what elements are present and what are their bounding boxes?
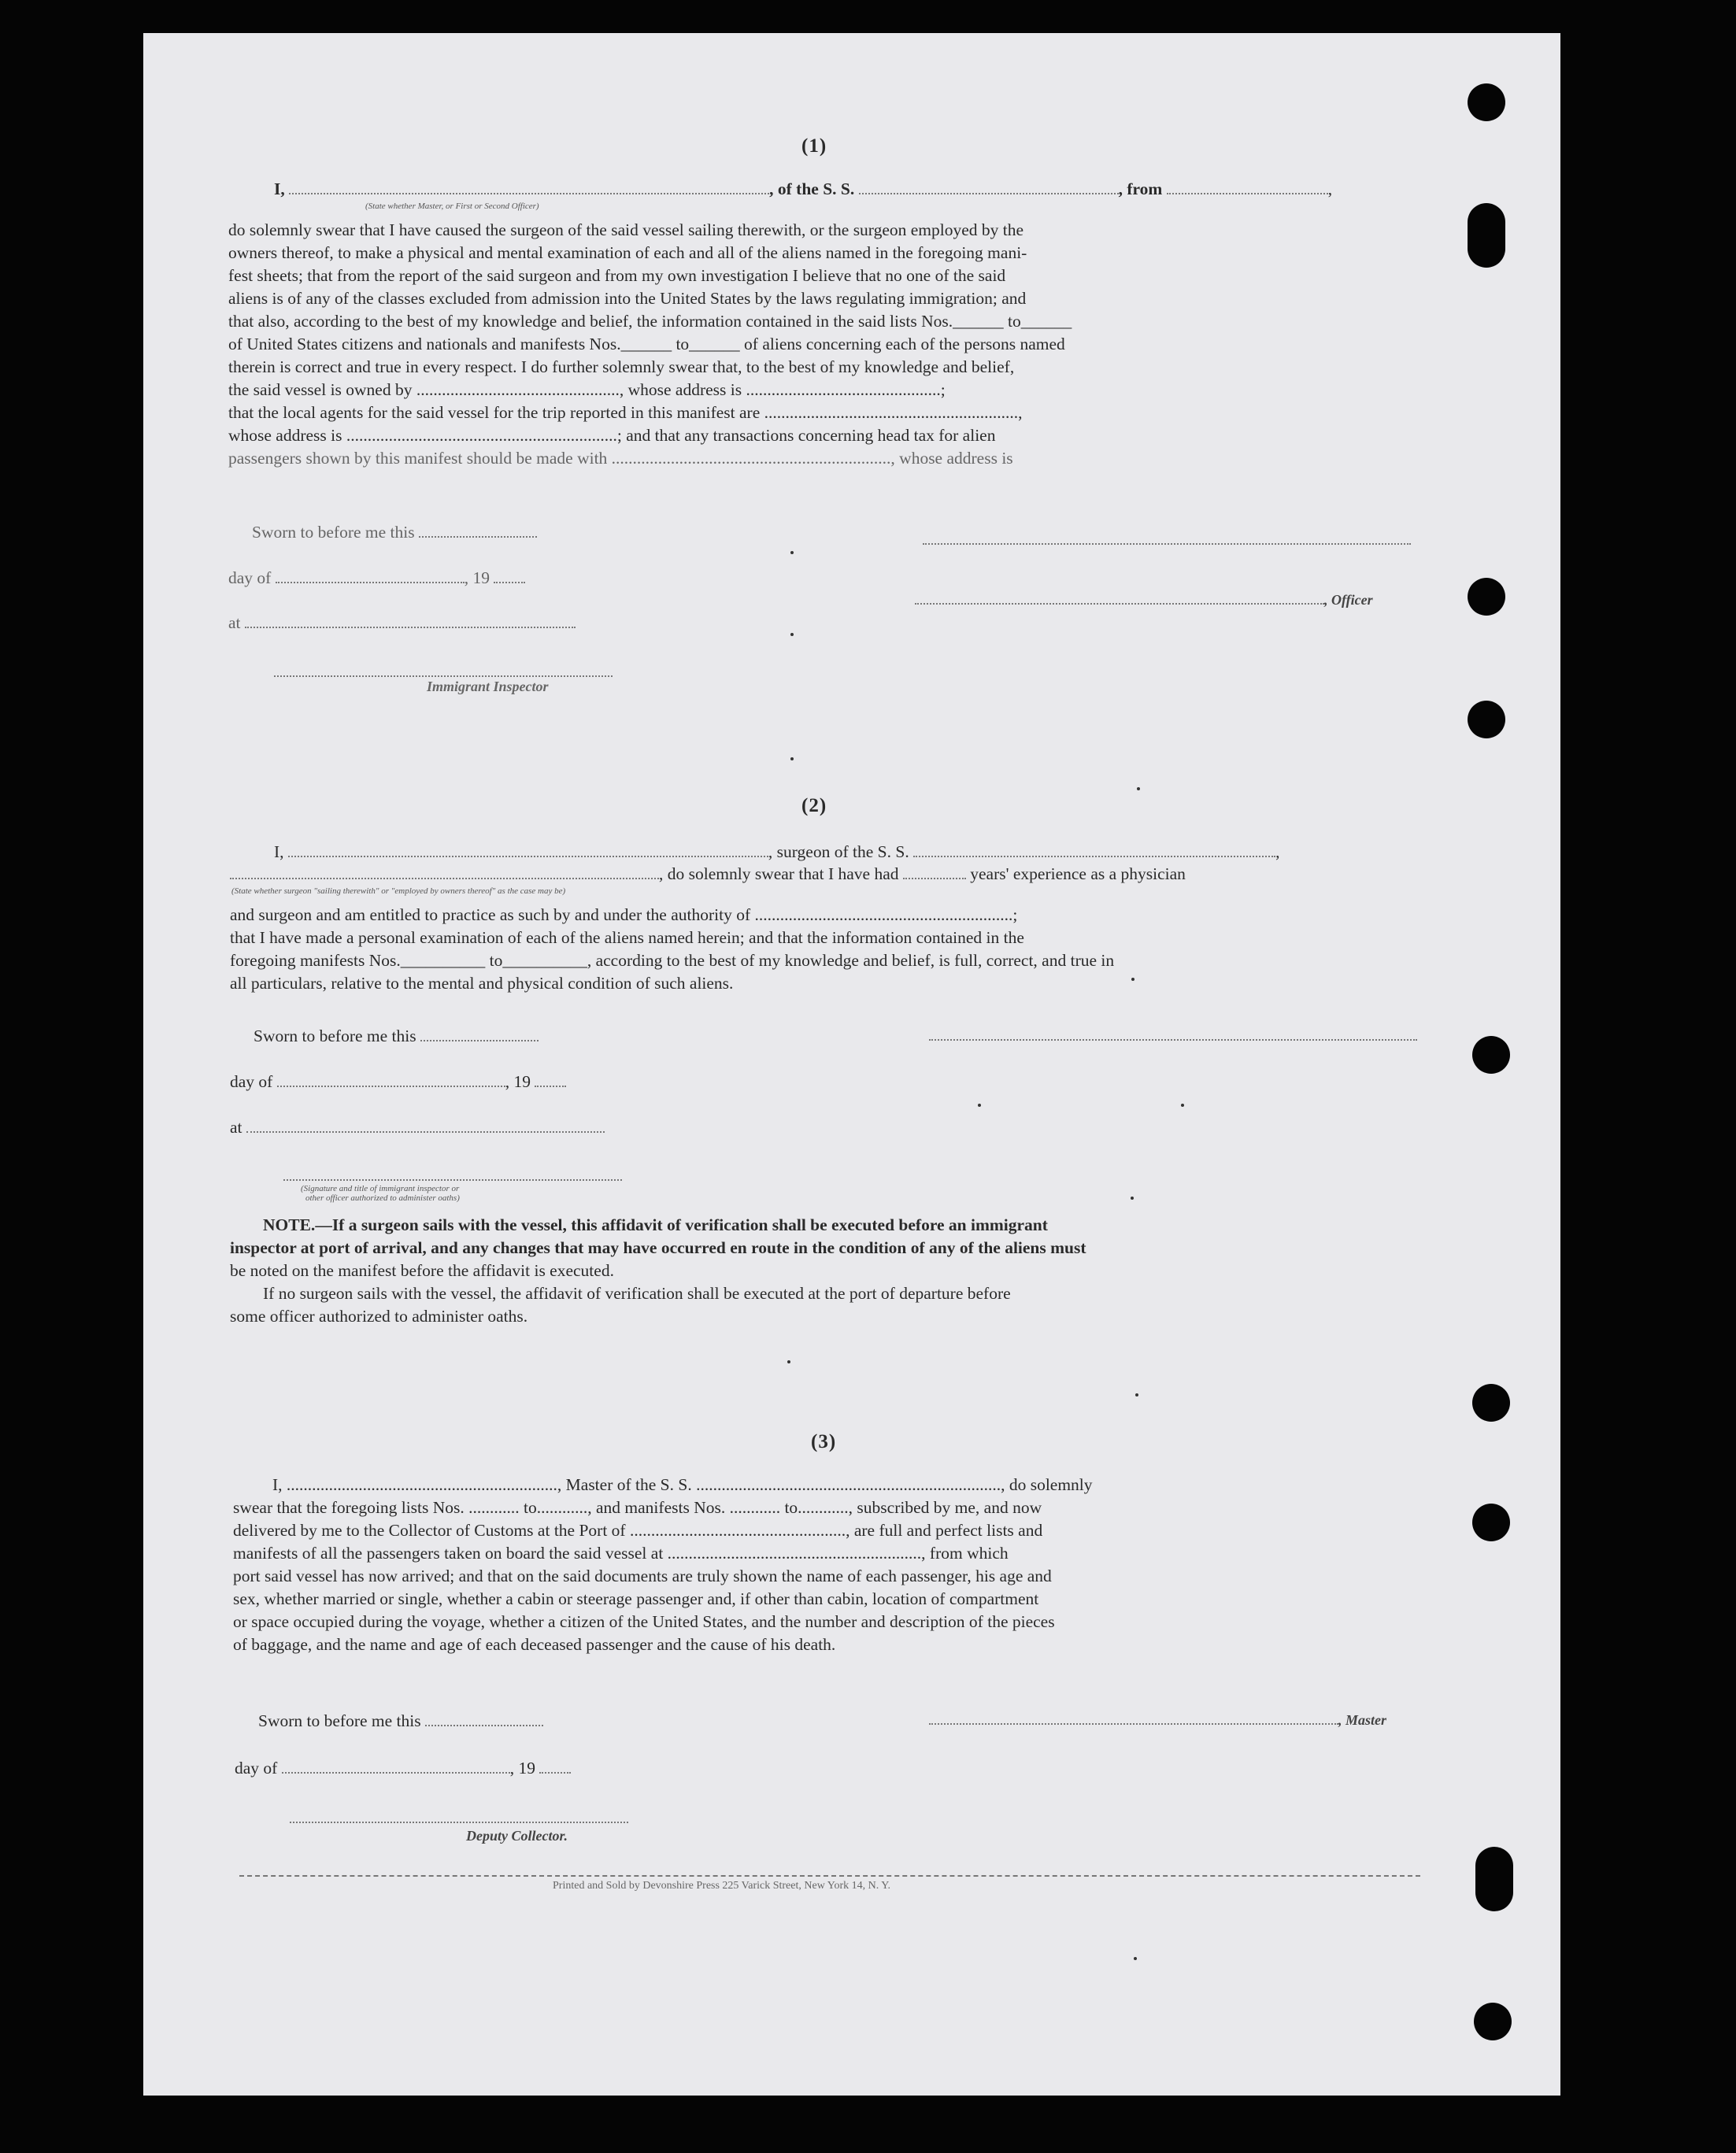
punch-hole — [1468, 203, 1505, 268]
note-line: be noted on the manifest before the affidavit is executed. — [230, 1261, 614, 1280]
s2-line: that I have made a personal examination of each of the aliens named herein; and that the information contained in the — [230, 928, 1024, 947]
punch-hole — [1472, 1504, 1510, 1541]
s2-sworn-text: Sworn to before me this — [254, 1027, 416, 1045]
s2-sworn — [254, 1025, 539, 1048]
s1-line: therein is correct and true in every respect. I do further solemnly swear that, to the best of my knowledge and belief, — [228, 357, 1015, 376]
footer-rule — [239, 1875, 1420, 1877]
s3-collector-line — [290, 1822, 628, 1823]
s1-line: of United States citizens and nationals and manifests Nos.______ to______ of aliens concerning each of the persons named — [228, 335, 1065, 353]
s1-line: that the local agents for the said vessel for the trip reported in this manifest are ............................................................, — [228, 403, 1023, 422]
s2-swear: , do solemnly swear that I have had — [659, 864, 899, 883]
s1-officer-label: , Officer — [1324, 592, 1373, 608]
s2-sig-note-1: (Signature and title of immigrant inspector or — [301, 1184, 460, 1193]
s1-line: whose address is ................................................................; and that any transactions concerning head tax for alien — [228, 426, 996, 445]
s2-line: and surgeon and am entitled to practice as such by and under the authority of .............................................................; — [230, 905, 1018, 924]
punch-hole — [1472, 1384, 1510, 1422]
s2-inspector-line — [283, 1179, 622, 1181]
s1-line: passengers shown by this manifest should be made with .................................................................., whose address is — [228, 449, 1013, 468]
s2-day — [230, 1071, 566, 1093]
s1-officer-note: (State whether Master, or First or Second Officer) — [365, 202, 539, 211]
s1-at-text: at — [228, 613, 241, 632]
s2-line: all particulars, relative to the mental and physical condition of such aliens. — [230, 974, 734, 993]
note-line-1 — [230, 1214, 1086, 1237]
s1-line: owners thereof, to make a physical and mental examination of each and all of the aliens named in the foregoing mani- — [228, 243, 1027, 262]
s2-surgeon-signature-line — [929, 1039, 1417, 1041]
s3-collector: Deputy Collector. — [466, 1828, 568, 1844]
s1-from: , from — [1118, 179, 1163, 198]
section-3-body — [233, 1474, 1093, 1656]
punch-hole — [1472, 1036, 1510, 1074]
s2-surgeon: , surgeon of the S. S. — [768, 842, 909, 861]
punch-hole — [1474, 2003, 1512, 2040]
section-2-heading-1: I, , surgeon of the S. S. , — [274, 842, 1280, 861]
s3-sworn — [258, 1710, 543, 1733]
s1-officer-signature-line — [923, 543, 1411, 545]
s2-i: I, — [274, 842, 284, 861]
s1-line: the said vessel is owned by ................................................, whose address is ..............................................; — [228, 380, 946, 399]
s2-surgeon-note: (State whether surgeon "sailing therewith" or "employed by owners thereof" as the case may be) — [231, 886, 566, 896]
section-2-body — [230, 904, 1114, 995]
note-line: some officer authorized to administer oaths. — [230, 1307, 528, 1326]
s2-day-text: day of — [230, 1072, 273, 1091]
s1-line: fest sheets; that from the report of the said surgeon and from my own investigation I believe that no one of the said — [228, 266, 1006, 285]
s2-line: foregoing manifests Nos.__________ to__________, according to the best of my knowledge and belief, is full, correct, and true in — [230, 951, 1115, 970]
s3-day-text: day of — [235, 1759, 278, 1778]
scan-speck — [1131, 1197, 1134, 1200]
s3-day — [235, 1757, 571, 1780]
s3-sworn-text: Sworn to before me this — [258, 1711, 421, 1730]
s1-line: that also, according to the best of my knowledge and belief, the information contained in the said lists Nos.______ to______ — [228, 312, 1072, 331]
s3-line: swear that the foregoing lists Nos. ............ to............, and manifests Nos. ............ to............, subscribed by me, and now — [233, 1498, 1042, 1517]
scan-speck — [787, 1360, 790, 1363]
section-3-number: (3) — [811, 1431, 837, 1452]
scan-speck — [790, 551, 794, 554]
note-line: inspector at port of arrival, and any changes that may have occurred en route in the condition of any of the aliens must — [230, 1238, 1086, 1257]
s1-inspector-line — [274, 675, 613, 677]
s3-line: or space occupied during the voyage, whether a citizen of the United States, and the number and description of the pieces — [233, 1612, 1055, 1631]
note-block — [230, 1214, 1086, 1328]
s1-sworn — [252, 521, 537, 544]
s2-year: , 19 — [505, 1072, 531, 1091]
s3-line: port said vessel has now arrived; and that on the said documents are truly shown the name of each passenger, his age and — [233, 1567, 1052, 1585]
punch-hole — [1475, 1847, 1513, 1911]
s2-years: years' experience as a physician — [970, 864, 1186, 883]
note-line: If no surgeon sails with the vessel, the affidavit of verification shall be executed at the port of departure before — [263, 1284, 1011, 1303]
s1-day — [228, 567, 525, 590]
scan-speck — [790, 757, 794, 760]
section-2-heading-2 — [230, 863, 1186, 886]
section-1-heading: I, , of the S. S. , from , — [274, 179, 1333, 198]
s1-i: I, — [274, 179, 285, 198]
scan-speck — [1137, 787, 1140, 790]
s3-master — [929, 1708, 1386, 1732]
s3-line: delivered by me to the Collector of Customs at the Port of ..................................................., are full and perfect lists and — [233, 1521, 1043, 1540]
s1-of-ss: , of the S. S. — [769, 179, 855, 198]
scan-speck — [1181, 1104, 1184, 1107]
s1-line: aliens is of any of the classes excluded from admission into the United States by the laws regulating immigration; and — [228, 289, 1027, 308]
printer-footer: Printed and Sold by Devonshire Press 225 Varick Street, New York 14, N. Y. — [553, 1880, 891, 1892]
s1-sworn-text: Sworn to before me this — [252, 523, 415, 542]
s2-at — [230, 1116, 605, 1139]
s3-line: of baggage, and the name and age of each deceased passenger and the cause of his death. — [233, 1635, 836, 1654]
section-1-body — [228, 219, 1072, 470]
scan-speck — [1131, 978, 1135, 981]
punch-hole — [1468, 578, 1505, 616]
punch-hole — [1468, 701, 1505, 738]
punch-hole — [1468, 83, 1505, 121]
scan-speck — [978, 1104, 981, 1107]
s1-officer — [915, 588, 1373, 612]
section-2-number: (2) — [801, 795, 827, 816]
s3-line: sex, whether married or single, whether a cabin or steerage passenger and, if other than cabin, location of compartment — [233, 1589, 1039, 1608]
s3-line: I, ................................................................, Master of the S. S. ........................................................................, do solemnly — [272, 1475, 1093, 1494]
s1-day-text: day of — [228, 568, 272, 587]
manifest-affidavit-page — [143, 33, 1560, 2096]
scan-speck — [1135, 1393, 1138, 1396]
s1-inspector: Immigrant Inspector — [427, 679, 549, 694]
note-label: NOTE. — [263, 1215, 316, 1234]
s1-line: do solemnly swear that I have caused the surgeon of the said vessel sailing therewith, or the surgeon employed by the — [228, 220, 1024, 239]
note-text: —If a surgeon sails with the vessel, this affidavit of verification shall be executed before an immigrant — [315, 1215, 1048, 1234]
section-1-number: (1) — [801, 135, 827, 157]
scan-speck — [790, 633, 794, 636]
s2-at-text: at — [230, 1118, 242, 1137]
s3-master-label: , Master — [1338, 1712, 1387, 1728]
scan-speck — [1134, 1957, 1137, 1960]
s1-year: , 19 — [464, 568, 490, 587]
s2-sig-note-2: other officer authorized to administer oaths) — [305, 1193, 460, 1203]
s3-line: manifests of all the passengers taken on board the said vessel at ............................................................, from which — [233, 1544, 1009, 1563]
s3-year: , 19 — [509, 1759, 535, 1778]
s1-at — [228, 612, 576, 634]
